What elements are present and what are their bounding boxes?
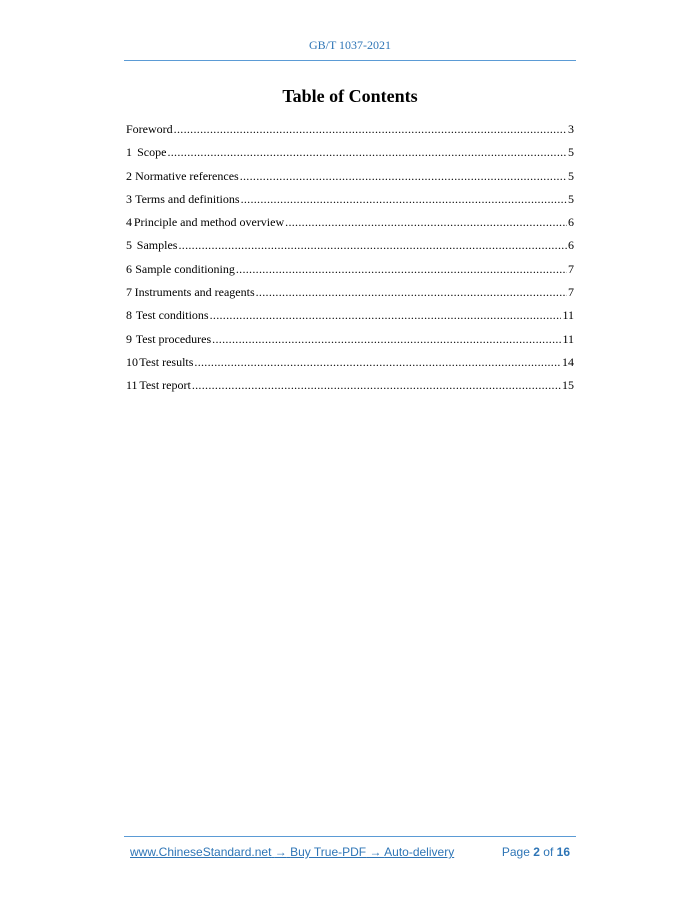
toc-entry-scope[interactable] — [126, 141, 574, 164]
arrow-right-icon: → — [274, 845, 287, 859]
toc-entry-label: Samples — [136, 238, 178, 253]
toc-entry-number: 8 — [126, 308, 132, 323]
toc-entry-label: Sample conditioning — [135, 261, 235, 276]
toc-entry-page: 11 — [562, 308, 574, 323]
toc-entry-samples[interactable] — [126, 234, 574, 257]
toc-entry-number: 1 — [126, 145, 132, 160]
toc-entry-test-report[interactable] — [126, 374, 574, 397]
toc-entry-label: Test results — [139, 354, 194, 369]
page-label: Page — [501, 845, 530, 859]
toc-dot-leader — [285, 211, 567, 234]
toc-entry-test-procedures[interactable] — [126, 328, 574, 351]
toc-entry-page: 3 — [568, 122, 574, 136]
toc-entry-number: 3 — [126, 191, 132, 206]
toc-entry-number: 10 — [126, 354, 138, 369]
toc-dot-leader — [210, 304, 562, 327]
website-link-text: www.ChineseStandard.net — [130, 845, 272, 859]
toc-entry-number: 5 — [126, 238, 132, 253]
toc-dot-leader — [236, 258, 567, 281]
toc-entry-label: Normative references — [135, 168, 239, 183]
toc-entry-label: Test conditions — [135, 308, 209, 323]
header-standard-code: GB/T 1037-2021 — [308, 38, 392, 52]
toc-entry-foreword[interactable] — [126, 118, 574, 141]
toc-entry-number: 7 — [126, 285, 132, 300]
toc-dot-leader — [178, 234, 567, 257]
arrow-right-icon: → — [369, 845, 382, 859]
toc-entry-page: 11 — [562, 331, 574, 346]
toc-entry-instruments-and-reagents[interactable] — [126, 281, 574, 304]
toc-dot-leader — [174, 118, 567, 141]
toc-entry-label: Principle and method overview — [133, 215, 285, 230]
toc-entry-number: 11 — [126, 378, 138, 393]
header-divider — [124, 60, 576, 61]
toc-dot-leader — [167, 141, 567, 164]
toc-entry-number: 6 — [126, 261, 132, 276]
toc-entry-principle-overview[interactable] — [126, 211, 574, 234]
toc-entry-label: Instruments and reagents — [134, 285, 255, 300]
website-link[interactable] — [130, 845, 454, 859]
toc-entry-page: 5 — [568, 168, 574, 183]
footer-divider — [124, 836, 576, 837]
buy-pdf-text: Buy True-PDF — [290, 845, 367, 859]
toc-entry-page: 5 — [568, 191, 574, 206]
page-of-label: of — [543, 845, 554, 859]
toc-list — [126, 118, 574, 398]
toc-entry-label: Test report — [139, 378, 191, 393]
toc-entry-number: 9 — [126, 331, 132, 346]
toc-entry-number: 4 — [126, 215, 132, 230]
page-total: 16 — [556, 845, 570, 859]
toc-entry-terms-and-definitions[interactable] — [126, 188, 574, 211]
toc-dot-leader — [192, 374, 561, 397]
toc-entry-label: Test procedures — [135, 331, 212, 346]
toc-entry-normative-references[interactable] — [126, 165, 574, 188]
toc-dot-leader — [241, 188, 567, 211]
toc-entry-page: 5 — [568, 145, 574, 160]
toc-entry-test-results[interactable] — [126, 351, 574, 374]
toc-dot-leader — [256, 281, 567, 304]
auto-delivery-text: Auto-delivery — [384, 845, 455, 859]
toc-dot-leader — [194, 351, 561, 374]
toc-entry-label: Scope — [137, 145, 167, 160]
toc-entry-page: 6 — [568, 215, 574, 230]
toc-entry-page: 15 — [562, 378, 574, 393]
toc-entry-sample-conditioning[interactable] — [126, 258, 574, 281]
page-indicator — [502, 845, 570, 859]
toc-entry-label: Terms and definitions — [135, 191, 240, 206]
toc-entry-page: 14 — [562, 354, 574, 369]
page-footer — [130, 845, 570, 861]
toc-title: Table of Contents — [282, 86, 418, 106]
toc-entry-page: 7 — [568, 285, 574, 300]
toc-dot-leader — [240, 165, 567, 188]
toc-dot-leader — [212, 328, 561, 351]
page-current: 2 — [533, 845, 540, 859]
toc-entry-page: 7 — [568, 261, 574, 276]
toc-entry-label: Foreword — [126, 122, 173, 136]
toc-entry-page: 6 — [568, 238, 574, 253]
toc-entry-number: 2 — [126, 168, 132, 183]
toc-entry-test-conditions[interactable] — [126, 304, 574, 327]
